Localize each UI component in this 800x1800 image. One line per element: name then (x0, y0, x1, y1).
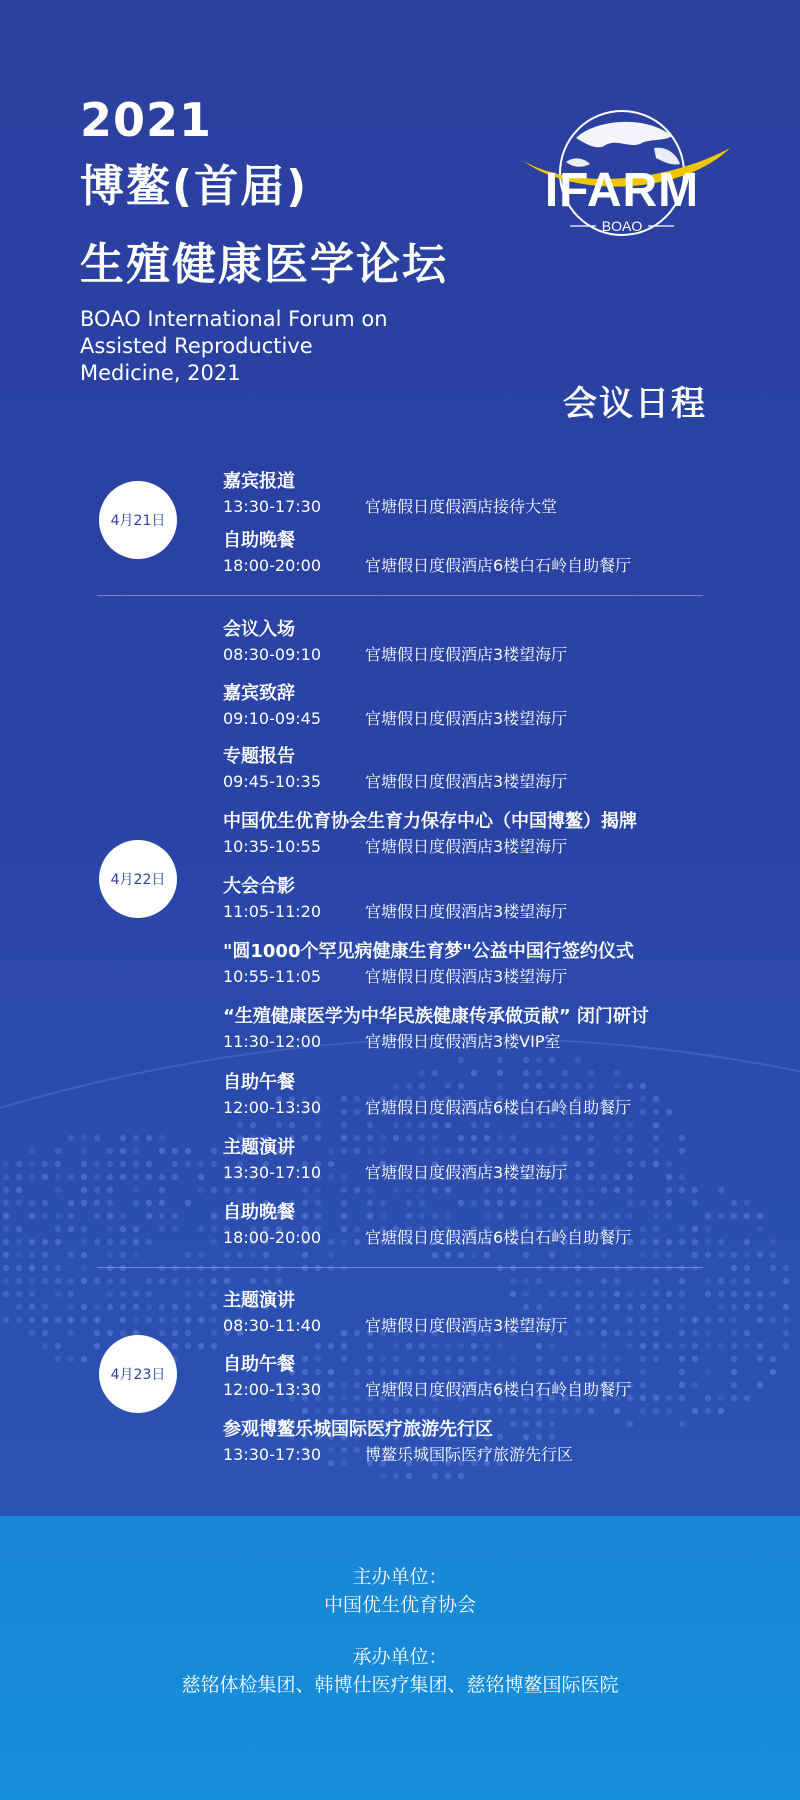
event-title: “生殖健康医学为中华民族健康传承做贡献” 闭门研讨 (223, 1006, 649, 1027)
schedule-heading: 会议日程 (563, 384, 707, 424)
event-title: 主题演讲 (223, 1290, 295, 1311)
event-title: 会议入场 (223, 619, 295, 640)
date-label: 4月22日 (110, 872, 166, 888)
schedule-event (223, 1289, 783, 1337)
english-title-line: Medicine, 2021 (80, 361, 241, 385)
schedule-event (223, 1136, 783, 1184)
date-label: 4月21日 (110, 513, 166, 529)
event-title: 自助晚餐 (223, 530, 295, 551)
event-time: 09:45-10:35 (223, 772, 321, 791)
date-label: 4月23日 (110, 1367, 166, 1383)
event-time: 13:30-17:30 (223, 1445, 321, 1464)
event-venue: 官塘假日度假酒店3楼望海厅 (365, 709, 568, 728)
day-divider (97, 595, 703, 596)
date-badge-day2 (99, 840, 177, 918)
event-venue: 官塘假日度假酒店3楼望海厅 (365, 902, 568, 921)
event-venue: 博鳌乐城国际医疗旅游先行区 (365, 1445, 574, 1464)
event-title: 中国优生优育协会生育力保存中心（中国博鳌）揭牌 (223, 811, 637, 832)
event-time: 11:30-12:00 (223, 1032, 321, 1051)
event-time: 18:00-20:00 (223, 1228, 321, 1247)
english-title-line: BOAO International Forum on (80, 307, 388, 331)
schedule-event (223, 618, 783, 666)
date-badge-day3 (99, 1335, 177, 1413)
event-title: 嘉宾致辞 (223, 683, 295, 704)
event-time: 12:00-13:30 (223, 1380, 321, 1399)
organizer-names: 慈铭体检集团、韩博仕医疗集团、慈铭博鳌国际医院 (181, 1674, 619, 1696)
day-divider (97, 1267, 703, 1268)
event-title: 专题报告 (223, 746, 295, 767)
event-time: 09:10-09:45 (223, 709, 321, 728)
event-time: 08:30-11:40 (223, 1316, 321, 1335)
event-venue: 官塘假日度假酒店3楼望海厅 (365, 772, 568, 791)
event-title: 大会合影 (223, 876, 295, 897)
schedule-event (223, 529, 783, 577)
event-title: 自助午餐 (223, 1072, 295, 1093)
schedule-event (223, 1201, 783, 1249)
schedule-event (223, 940, 783, 988)
event-time: 18:00-20:00 (223, 556, 321, 575)
event-venue: 官塘假日度假酒店6楼白石岭自助餐厅 (365, 1380, 632, 1399)
event-title: "圆1000个罕见病健康生育梦"公益中国行签约仪式 (223, 941, 634, 962)
schedule-event (223, 745, 783, 793)
sponsors-footer (0, 1516, 800, 1800)
schedule-event (223, 875, 783, 923)
event-time: 13:30-17:30 (223, 497, 321, 516)
schedule-event (223, 1005, 783, 1053)
forum-title-line1: 博鳌(首届) (80, 161, 309, 212)
event-time: 13:30-17:10 (223, 1163, 321, 1182)
event-venue: 官塘假日度假酒店3楼望海厅 (365, 1163, 568, 1182)
schedule-event (223, 1071, 783, 1119)
forum-title-line2: 生殖健康医学论坛 (80, 239, 448, 290)
event-venue: 官塘假日度假酒店3楼VIP室 (365, 1032, 561, 1051)
event-venue: 官塘假日度假酒店3楼望海厅 (365, 1316, 568, 1335)
event-time: 08:30-09:10 (223, 645, 321, 664)
event-venue: 官塘假日度假酒店6楼白石岭自助餐厅 (365, 1228, 632, 1247)
schedule-event (223, 1418, 783, 1466)
event-venue: 官塘假日度假酒店3楼望海厅 (365, 645, 568, 664)
event-title: 主题演讲 (223, 1137, 295, 1158)
schedule-event (223, 682, 783, 730)
ifarm-logo (504, 108, 740, 258)
schedule-event (223, 470, 783, 518)
english-title-line: Assisted Reproductive (80, 334, 313, 358)
event-title: 嘉宾报道 (223, 471, 295, 492)
event-venue: 官塘假日度假酒店接待大堂 (365, 497, 558, 516)
event-venue: 官塘假日度假酒店6楼白石岭自助餐厅 (365, 556, 632, 575)
event-title: 自助午餐 (223, 1354, 295, 1375)
schedule-event (223, 1353, 783, 1401)
event-venue: 官塘假日度假酒店3楼望海厅 (365, 967, 568, 986)
event-title: 自助晚餐 (223, 1202, 295, 1223)
event-time: 10:55-11:05 (223, 967, 321, 986)
forum-title-english (80, 306, 440, 387)
event-venue: 官塘假日度假酒店3楼望海厅 (365, 837, 568, 856)
event-venue: 官塘假日度假酒店6楼白石岭自助餐厅 (365, 1098, 632, 1117)
logo-subtext: BOAO (601, 218, 643, 234)
event-time: 12:00-13:30 (223, 1098, 321, 1117)
host-name: 中国优生优育协会 (323, 1594, 476, 1616)
forum-year: 2021 (80, 93, 213, 147)
event-title: 参观博鳌乐城国际医疗旅游先行区 (223, 1419, 493, 1440)
logo-text: IFARM (544, 164, 700, 217)
schedule-event (223, 810, 783, 858)
host-label: 主办单位： (352, 1566, 448, 1588)
date-badge-day1 (99, 481, 177, 559)
organizer-label: 承办单位： (352, 1646, 448, 1668)
event-time: 11:05-11:20 (223, 902, 321, 921)
event-time: 10:35-10:55 (223, 837, 321, 856)
